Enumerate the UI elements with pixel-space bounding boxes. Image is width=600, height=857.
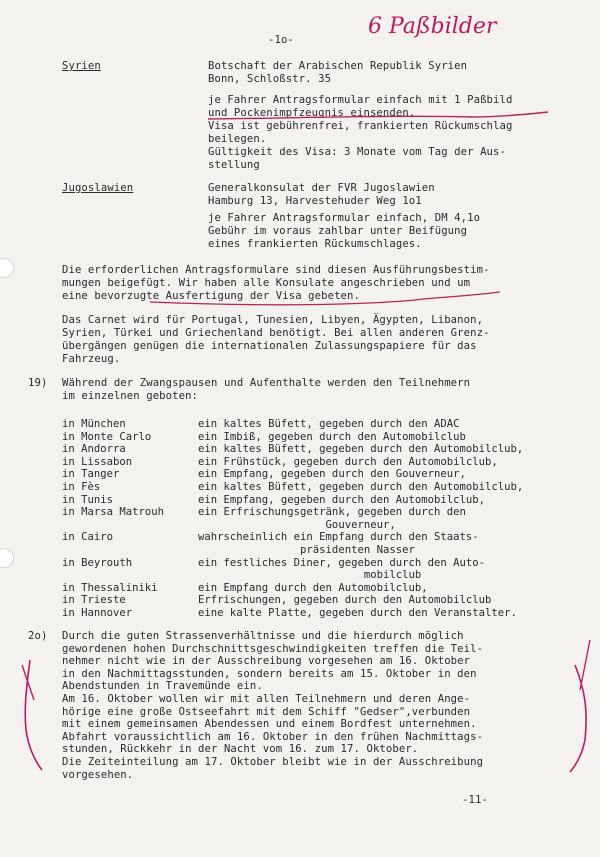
- event-place: in Beyrouth: [62, 556, 133, 569]
- pen-margin-mark-right: [580, 640, 590, 690]
- para-carnet-3: Fahrzeug.: [62, 353, 121, 365]
- event-place: in Hannover: [62, 607, 133, 619]
- event-description: präsidenten Nasser: [198, 544, 415, 556]
- section-20-number: 2o): [28, 630, 48, 642]
- para-carnet-0: Das Carnet wird für Portugal, Tunesien, Libyen, Ägypten, Libanon,: [62, 314, 484, 326]
- event-place: in Trieste: [62, 594, 126, 607]
- syrien-line-6: beilegen.: [208, 133, 267, 145]
- event-place: in Tanger: [62, 468, 120, 481]
- page-number-bottom: -11-: [462, 794, 488, 806]
- syrien-line-7: Gültigkeit des Visa: 3 Monate vom Tag der Aus-: [208, 146, 506, 158]
- event-place: in Cairo: [62, 531, 114, 544]
- jugoslawien-line-2: je Fahrer Antragsformular einfach, DM 4,1o: [208, 212, 481, 224]
- event-description: ein kaltes Büfett, gegeben durch den Automobilclub,: [198, 443, 524, 456]
- section-20-line: Durch die guten Strassenverhältnisse und die hierdurch möglich: [62, 630, 464, 642]
- event-description: ein kaltes Büfett, gegeben durch den ADAC: [198, 418, 460, 430]
- section-20-line: nehmer nicht wie in der Ausschreibung vorgesehen am 16. Oktober: [62, 655, 471, 668]
- event-place: in Marsa Matrouh: [62, 506, 165, 519]
- event-description: ein kaltes Büfett, gegeben durch den Automobilclub,: [198, 481, 524, 493]
- event-place: in Lissabon: [62, 455, 133, 468]
- section-20-line: Abendstunden in Travemünde ein.: [62, 680, 263, 693]
- section-20-line: Abfahrt voraussichtlich am 16. Oktober in den frühen Nachmittags-: [62, 730, 484, 743]
- event-description: mobilclub: [198, 569, 422, 582]
- page-number-top: -1o-: [268, 34, 294, 46]
- handwritten-note: 6 Paßbilder: [368, 14, 497, 39]
- syrien-line-4: und Pockenimpfzeugnis einsenden.: [208, 107, 416, 119]
- section-20-line: gewordenen hohen Durchschnittsgeschwindigkeiten treffen die Teil-: [62, 642, 484, 655]
- jugoslawien-line-0: Generalkonsulat der FVR Jugoslawien: [208, 182, 435, 194]
- event-description: wahrscheinlich ein Empfang durch den Staats-: [198, 531, 479, 544]
- event-description: Erfrischungen, gegeben durch den Automobilclub: [198, 594, 492, 607]
- section-20-line: mit einem gemeinsamen Abendessen und einem Bordfest unternehmen.: [62, 718, 477, 731]
- event-place: in Tunis: [62, 493, 114, 506]
- section-20-line: vorgesehen.: [62, 768, 134, 781]
- section-20-line: Am 16. Oktober wollen wir mit allen Teilnehmern und deren Ange-: [62, 693, 471, 705]
- event-description: ein Empfang, gegeben durch den Automobilclub,: [198, 493, 486, 506]
- event-description: ein Erfrischungsgetränk, gegeben durch den: [198, 506, 466, 519]
- event-description: ein festliches Diner, gegeben durch den Auto-: [198, 556, 486, 569]
- pen-margin-bracket-right: [570, 665, 586, 772]
- event-place: in München: [62, 418, 126, 430]
- syrien-line-8: stellung: [208, 159, 260, 171]
- jugoslawien-line-3: Gebühr im voraus zahlbar unter Beifügung: [208, 225, 468, 237]
- section-19-intro-0: Während der Zwangspausen und Aufenthalte werden den Teilnehmern: [62, 377, 471, 389]
- syrien-line-5: Visa ist gebührenfrei, frankierten Rückumschlag: [208, 120, 513, 132]
- event-description: ein Imbiß, gegeben durch den Automobilclub: [198, 430, 466, 443]
- event-description: eine kalte Platte, gegeben durch den Veranstalter.: [198, 607, 517, 619]
- section-20-line: in den Nachmittagsstunden, sondern bereits am 15. Oktober in den: [62, 667, 477, 680]
- event-place: in Andorra: [62, 443, 126, 456]
- section-20-line: stunden, Rückkehr in der Nacht vom 16. zum 17. Oktober.: [62, 743, 419, 756]
- para-carnet-1: Syrien, Türkei und Griechenland benötigt. Bei allen anderen Grenz-: [62, 327, 490, 339]
- para-carnet-2: übergängen genügen die internationalen Zulassungspapiere für das: [62, 340, 477, 352]
- syrien-line-0: Botschaft der Arabischen Republik Syrien: [208, 60, 468, 72]
- country-label-jugoslawien: Jugoslawien: [62, 182, 134, 194]
- event-description: ein Frühstück, gegeben durch den Automobilclub,: [198, 455, 498, 468]
- punch-hole-bottom: [0, 548, 14, 568]
- para-antrag-1: mungen beigefügt. Wir haben alle Konsulate angeschrieben und um: [62, 277, 471, 289]
- country-label-syrien: Syrien: [62, 60, 101, 72]
- event-place: in Monte Carlo: [62, 430, 152, 443]
- jugoslawien-line-4: eines frankierten Rückumschlages.: [208, 238, 422, 250]
- jugoslawien-line-1: Hamburg 13, Harvestehuder Weg 1o1: [208, 195, 422, 207]
- event-place: in Fès: [62, 481, 101, 493]
- syrien-line-1: Bonn, Schloßstr. 35: [208, 73, 332, 85]
- event-place: in Thessaliniki: [62, 581, 158, 594]
- section-19-number: 19): [28, 377, 48, 389]
- punch-hole-top: [0, 258, 14, 278]
- event-description: ein Empfang, gegeben durch den Gouverneur,: [198, 468, 466, 481]
- section-20-line: Die Zeiteinteilung am 17. Oktober bleibt wie in der Ausschreibung: [62, 756, 484, 768]
- section-20-line: hörige eine große Ostseefahrt mit dem Schiff "Gedser",verbunden: [62, 705, 471, 718]
- event-description: ein Empfang durch den Automobilclub,: [198, 581, 428, 594]
- pen-margin-bracket-left: [25, 660, 42, 770]
- para-antrag-0: Die erforderlichen Antragsformulare sind diesen Ausführungsbestim-: [62, 264, 490, 276]
- syrien-line-3: je Fahrer Antragsformular einfach mit 1 Paßbild: [208, 94, 513, 106]
- pen-margin-mark-left: [22, 665, 34, 700]
- event-description: Gouverneur,: [198, 518, 396, 531]
- section-19-intro-1: im einzelnen geboten:: [62, 390, 199, 402]
- para-antrag-2: eine bevorzugte Ausfertigung der Visa gebeten.: [62, 290, 360, 302]
